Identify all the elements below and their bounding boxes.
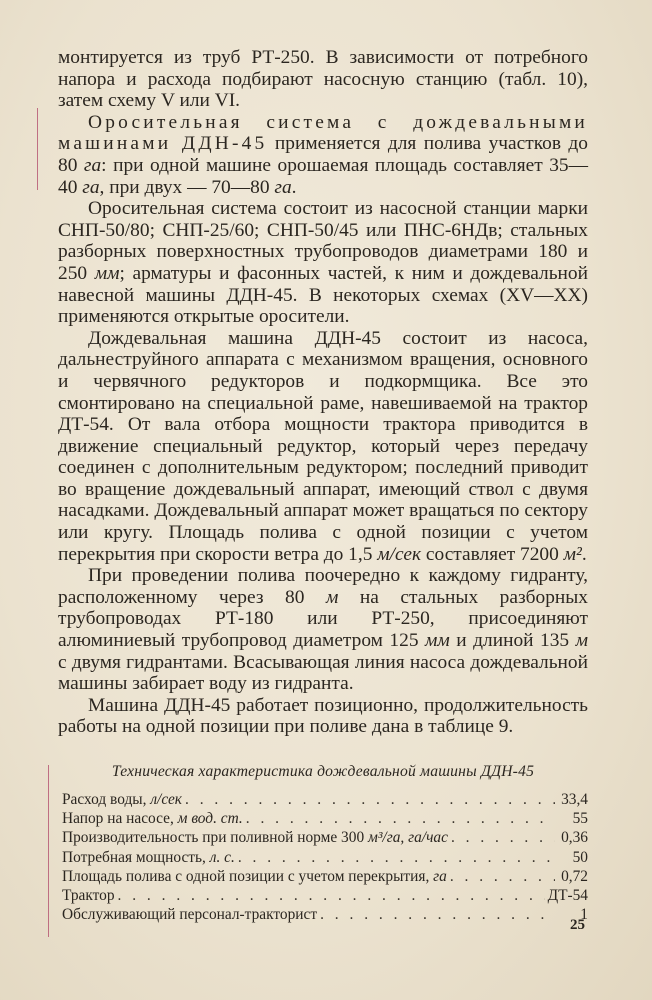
spec-label (62, 886, 115, 905)
paragraph-text: . (291, 176, 297, 198)
paragraph-text: При проведении полива поочередно к каждому гидранту, расположенному через 80 (58, 565, 588, 608)
dot-leader (450, 867, 555, 886)
spec-label-text: Трактор (62, 887, 115, 905)
spec-row (62, 886, 588, 905)
dot-leader (238, 848, 555, 867)
spec-row (62, 828, 588, 847)
paragraph-text: применяется для полива участков до 80 (58, 133, 588, 176)
dot-leader (320, 905, 555, 924)
unit-text: мм (94, 262, 120, 284)
spec-row (62, 905, 588, 924)
body-text (58, 47, 588, 738)
spec-row (62, 790, 588, 809)
paragraph-text: , при двух — 70—80 (99, 176, 275, 198)
margin-pencil-mark (37, 108, 38, 190)
spec-label (62, 905, 317, 924)
unit-text: м² (563, 543, 582, 565)
spec-value: 55 (572, 810, 588, 828)
spec-label (62, 809, 243, 828)
spec-row (62, 848, 588, 867)
unit-text: га (82, 176, 100, 198)
dot-leader (118, 886, 545, 905)
dot-leader (246, 809, 555, 828)
spec-label (62, 848, 235, 867)
unit-text: м (575, 630, 588, 652)
paragraph-text: и длиной 135 (449, 630, 576, 652)
spec-label (62, 790, 182, 809)
paragraph (58, 198, 588, 328)
unit-text: м/сек (377, 543, 422, 565)
spec-row (62, 809, 588, 828)
paragraph-text: на стальных разборных трубопроводах РТ-180 или РТ-250, присоединяют алюминиевый трубопровод диаметром 125 (58, 586, 588, 652)
spec-unit: л. с. (209, 848, 235, 866)
paragraph (58, 565, 588, 695)
spec-unit: м вод. ст. (177, 810, 243, 828)
spec-unit: м³/га, га/час (368, 829, 448, 847)
paragraph (58, 328, 588, 566)
paragraph-text: Машина ДДН-45 работает позиционно, продолжительность работы на одной позиции при поливе дана в таблице 9. (58, 694, 588, 738)
spec-unit: л/сек (150, 791, 182, 808)
paragraph-text: : при одной машине орошаемая площадь составляет 35—40 (58, 154, 588, 198)
paragraph-text: монтируется из труб РТ-250. В зависимости от потребного напора и расхода подбирают насосную станцию (табл. 10), затем схему V или VI. (58, 47, 588, 112)
unit-text: га (274, 176, 292, 198)
paragraph (58, 112, 588, 198)
spec-label-text: Напор на насосе, (62, 810, 178, 828)
unit-text: мм (425, 630, 450, 652)
margin-pencil-mark (48, 765, 49, 937)
spec-value: 0,36 (561, 829, 588, 847)
spec-label (62, 828, 448, 847)
paragraph-text: . (581, 543, 587, 565)
spec-value: 50 (572, 848, 588, 866)
spec-value: 33,4 (561, 791, 588, 808)
spec-table-title: Техническая характеристика дождевальной машины ДДН-45 (111, 763, 535, 780)
paragraph (58, 47, 588, 112)
paragraph-text: Оросительная система состоит из насосной станции марки СНП-50/80; СНП-25/60; СНП-50/45 или ПНС-6НДв; стальных разборных поверхностных трубопроводов диаметрами 180 и 250 (58, 198, 588, 284)
spec-table (62, 790, 588, 924)
spec-label-text: Расход воды, (62, 791, 151, 808)
spec-label-text: Площадь полива с одной позиции с учетом перекрытия, (62, 867, 434, 885)
spec-row (62, 867, 588, 886)
spec-label-text: Производительность при поливной норме 300 (62, 829, 368, 847)
paragraph-text: Оросительная система с дождевальными машинами ДДН-45 (58, 111, 588, 155)
page-number: 25 (570, 917, 585, 933)
paragraph-text: Дождевальная машина ДДН-45 состоит из насоса, дальнеструйного аппарата с механизмом вращения, основного и червячного редукторов и подкормщика. Все это смонтировано на специальной раме, навешиваемой на трактор ДТ-54. От вала отбора мощности трактора приводится в движение специальный редуктор, который через передачу соединен с дополнительным редуктором; последний приводит во вращение дождевальный аппарат, имеющий ствол с двумя насадками. Дождевальный аппарат может вращаться по сектору или кругу. Площадь полива с одной позиции с учетом перекрытия при скорости ветра до 1,5 (58, 327, 588, 565)
spec-label (62, 867, 447, 886)
unit-text: га (83, 154, 102, 176)
paragraph (58, 695, 588, 738)
spec-label-text: Потребная мощность, (62, 848, 210, 866)
paragraph-text: ; арматуры и фасонных частей, к ним и дождевальной навесной машины ДДН-45. В некоторых схемах (XV—XX) применяются открытые оросители. (58, 262, 588, 328)
spec-value: 1 (580, 906, 588, 924)
spec-value: ДТ-54 (547, 887, 588, 905)
dot-leader (185, 790, 555, 809)
dot-leader (451, 828, 555, 847)
paragraph-text: составляет 7200 (421, 543, 564, 565)
spec-label-text: Обслуживающий персонал-тракторист (62, 906, 318, 924)
paragraph-text: с двумя гидрантами. Всасывающая линия насоса дождевальной машины забирает воду из гидранта. (58, 651, 588, 695)
spec-value: 0,72 (561, 867, 588, 885)
unit-text: м (325, 586, 339, 608)
spec-unit: га (433, 867, 447, 885)
